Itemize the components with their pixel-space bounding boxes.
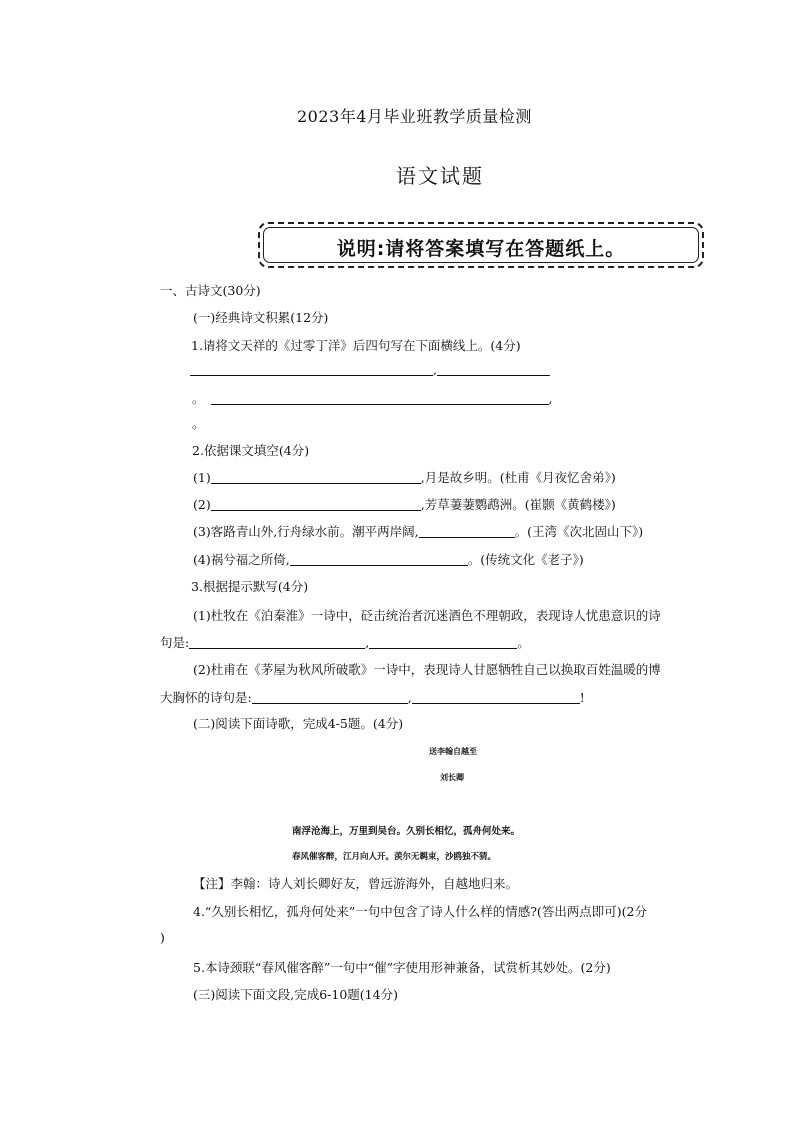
part1-heading: (一)经典诗文积累(12分) [193, 310, 329, 325]
q2-item-2 [193, 495, 616, 513]
poem-note: 【注】李翰：诗人刘长卿好友，曾远游海外，自越地归来。 [193, 876, 519, 891]
exam-title: 2023年4月毕业班教学质量检测 [297, 107, 532, 126]
exclamation: ! [579, 690, 585, 705]
question-2: 2.依据课文填空(4分) [192, 443, 310, 458]
item-text: ,芳草萋萋鹦鹉洲。(崔颢《黄鹤楼》) [420, 497, 616, 512]
q2-item-1 [193, 468, 616, 486]
comma: , [548, 391, 553, 406]
poem-author: 刘长卿 [440, 772, 464, 782]
poem-line-1: 南浮沧海上，万里到吴台。久别长相忆，孤舟何处来。 [292, 826, 521, 837]
comma: , [407, 690, 412, 705]
answer-blank[interactable] [211, 392, 549, 405]
answer-blank[interactable] [189, 636, 365, 649]
period: 。 [517, 635, 530, 650]
question-4-line2: ) [160, 930, 165, 945]
answer-blank[interactable] [437, 363, 550, 376]
question-4-line1: 4.“久别长相忆，孤舟何处来”一句中包含了诗人什么样的情感?(答出两点即可)(2分 [193, 904, 647, 919]
answer-blank[interactable] [252, 691, 408, 704]
subject-title: 语文试题 [396, 164, 484, 188]
answer-blank[interactable] [190, 363, 433, 376]
question-5: 5.本诗颈联“春风催客醉”一句中“催”字使用形神兼备，试赏析其妙处。(2分) [193, 960, 611, 975]
comma: , [433, 362, 437, 377]
q3-item-2-line2 [160, 688, 585, 706]
q1-line-2 [192, 389, 553, 407]
q1-line-3: 。 [192, 416, 205, 431]
q3-item-1-line2 [160, 633, 530, 651]
item-text: ,月是故乡明。(杜甫《月夜忆舍弟》) [420, 470, 616, 485]
item-text: (3)客路青山外,行舟绿水前。潮平两岸阔, [193, 524, 419, 539]
question-1: 1.请将文天祥的《过零丁洋》后四句写在下面横线上。(4分) [191, 338, 521, 353]
item-number: (2) [193, 497, 211, 512]
period: 。 [192, 391, 205, 406]
q2-item-4 [193, 550, 584, 568]
answer-blank[interactable] [412, 691, 580, 704]
q3-item-1-line1: (1)杜牧在《泊秦淮》一诗中，砭击统治者沉迷酒色不理朝政，表现诗人忧患意识的诗 [193, 608, 661, 623]
q2-item-3 [193, 522, 643, 540]
answer-blank[interactable] [419, 525, 515, 538]
part3-heading: (三)阅读下面文段,完成6-10题(14分) [193, 987, 398, 1002]
item-number: (1) [193, 470, 211, 485]
notice-text: 说明:请将答案填写在答题纸上。 [336, 238, 626, 260]
notice-box [258, 222, 704, 268]
answer-blank[interactable] [211, 498, 421, 511]
answer-blank[interactable] [211, 471, 421, 484]
comma: , [365, 635, 370, 650]
item-text: 大胸怀的诗句是: [160, 690, 252, 705]
item-text: (4)祸兮福之所倚, [193, 552, 290, 567]
item-text: 。(王湾《次北固山下》) [514, 524, 644, 539]
q3-item-2-line1: (2)杜甫在《茅屋为秋风所破歌》一诗中，表现诗人甘愿牺牲自己以换取百姓温暖的博 [193, 662, 661, 677]
part2-heading: (二)阅读下面诗歌，完成4-5题。(4分) [193, 716, 404, 731]
poem-title: 送李翰自越至 [429, 746, 477, 756]
item-text: 句是: [160, 635, 190, 650]
section-heading: 一、古诗文(30分) [160, 283, 261, 298]
answer-blank[interactable] [290, 553, 468, 566]
q1-line-1 [190, 362, 550, 377]
answer-blank[interactable] [369, 636, 517, 649]
poem-line-2: 春风催客醉，江月向人开。羡尔无羁束，沙鸥独不猜。 [292, 852, 497, 862]
question-3: 3.根据提示默写(4分) [191, 579, 309, 594]
item-text: 。(传统文化《老子》) [467, 552, 584, 567]
